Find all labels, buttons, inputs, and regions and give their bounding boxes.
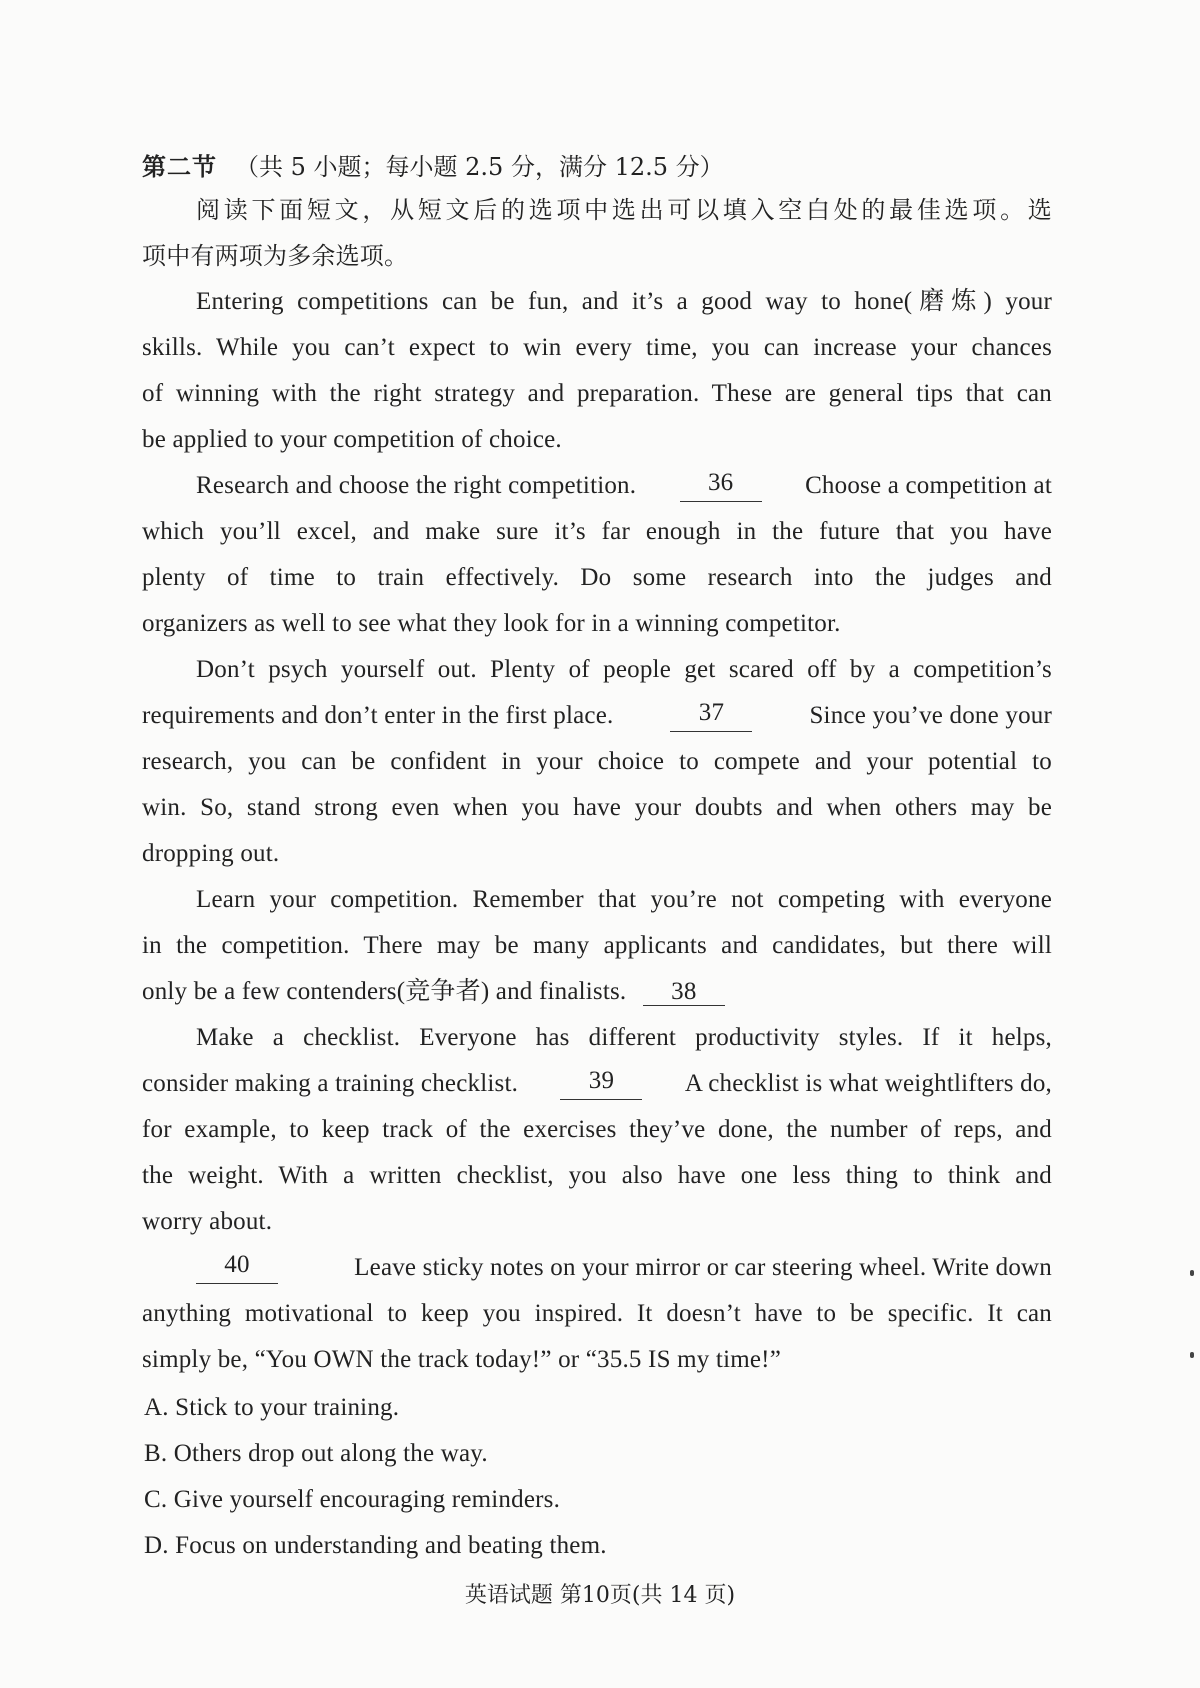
paragraph-5-line-2	[142, 1068, 1052, 1100]
paragraph-3-line-1: Don’t psych yourself out. Plenty of people get scared off by a competition’s	[196, 656, 1052, 683]
paragraph-2-text-b: Choose a competition at	[805, 472, 1052, 499]
option-d: D. Focus on understanding and beating them.	[144, 1532, 607, 1559]
instructions-line-1: 阅读下面短文，从短文后的选项中选出可以填入空白处的最佳选项。选	[196, 196, 1052, 224]
paragraph-5-text-a: consider making a training checklist.	[142, 1070, 519, 1097]
paragraph-2-line-2: which you’ll excel, and make sure it’s far enough in the future that you have	[142, 518, 1052, 545]
option-c: C. Give yourself encouraging reminders.	[144, 1486, 561, 1513]
blank-38: 38	[643, 979, 725, 1006]
paragraph-6-line-1	[196, 1252, 1052, 1284]
instructions-line-2: 项中有两项为多余选项。	[142, 242, 409, 270]
scan-speck	[1190, 1352, 1194, 1358]
paragraph-2-line-3: plenty of time to train effectively. Do some research into the judges and	[142, 564, 1052, 591]
paragraph-3-line-2	[142, 700, 1052, 732]
scan-speck	[1190, 1270, 1194, 1276]
paragraph-3-line-5: dropping out.	[142, 840, 280, 867]
paragraph-1-line-3: of winning with the right strategy and preparation. These are general tips that can	[142, 380, 1052, 407]
paragraph-1-line-2: skills. While you can’t expect to win every time, you can increase your chances	[142, 334, 1052, 361]
page-footer: 英语试题 第10页(共 14 页)	[464, 1583, 736, 1608]
paragraph-5-text-b: A checklist is what weightlifters do,	[684, 1070, 1052, 1097]
paragraph-1-line-4: be applied to your competition of choice.	[142, 426, 562, 453]
paragraph-3-text-a: requirements and don’t enter in the first place.	[142, 702, 614, 729]
blank-36: 36	[680, 470, 762, 502]
paragraph-4-line-1: Learn your competition. Remember that you’re not competing with everyone	[196, 886, 1052, 913]
paragraph-2-text-a: Research and choose the right competition.	[196, 472, 637, 499]
paragraph-4-text-a: only be a few contenders(竞争者) and finalists.	[142, 978, 627, 1005]
blank-37: 37	[670, 700, 752, 732]
section-title: 第二节	[142, 153, 217, 181]
paragraph-3-text-b: Since you’ve done your	[809, 702, 1052, 729]
paragraph-5-line-4: the weight. With a written checklist, you also have one less thing to think and	[142, 1162, 1052, 1189]
section-heading	[142, 150, 724, 185]
blank-39: 39	[560, 1068, 642, 1100]
paragraph-5-line-1: Make a checklist. Everyone has different productivity styles. If it helps,	[196, 1024, 1052, 1051]
option-a: A. Stick to your training.	[144, 1394, 400, 1421]
paragraph-3-line-4: win. So, stand strong even when you have your doubts and when others may be	[142, 794, 1052, 821]
paragraph-6-text-b: Leave sticky notes on your mirror or car steering wheel. Write down	[354, 1254, 1052, 1281]
blank-40: 40	[196, 1252, 278, 1284]
paragraph-5-line-3: for example, to keep track of the exercises they’ve done, the number of reps, and	[142, 1116, 1052, 1143]
paragraph-5-line-5: worry about.	[142, 1208, 273, 1235]
paragraph-3-line-3: research, you can be confident in your choice to compete and your potential to	[142, 748, 1052, 775]
paragraph-4-line-2: in the competition. There may be many applicants and candidates, but there will	[142, 932, 1052, 959]
paragraph-1-line-1: Entering competitions can be fun, and it’s a good way to hone(磨炼) your	[196, 288, 1052, 315]
paragraph-4-line-3	[142, 976, 725, 1008]
option-b: B. Others drop out along the way.	[144, 1440, 488, 1467]
section-info: （共 5 小题；每小题 2.5 分，满分 12.5 分）	[235, 153, 724, 181]
paragraph-6-line-2: anything motivational to keep you inspired. It doesn’t have to be specific. It can	[142, 1300, 1052, 1327]
paragraph-2-line-1	[196, 470, 1052, 502]
paragraph-6-line-3: simply be, “You OWN the track today!” or “35.5 IS my time!”	[142, 1346, 781, 1373]
paragraph-2-line-4: organizers as well to see what they look for in a winning competitor.	[142, 610, 841, 637]
